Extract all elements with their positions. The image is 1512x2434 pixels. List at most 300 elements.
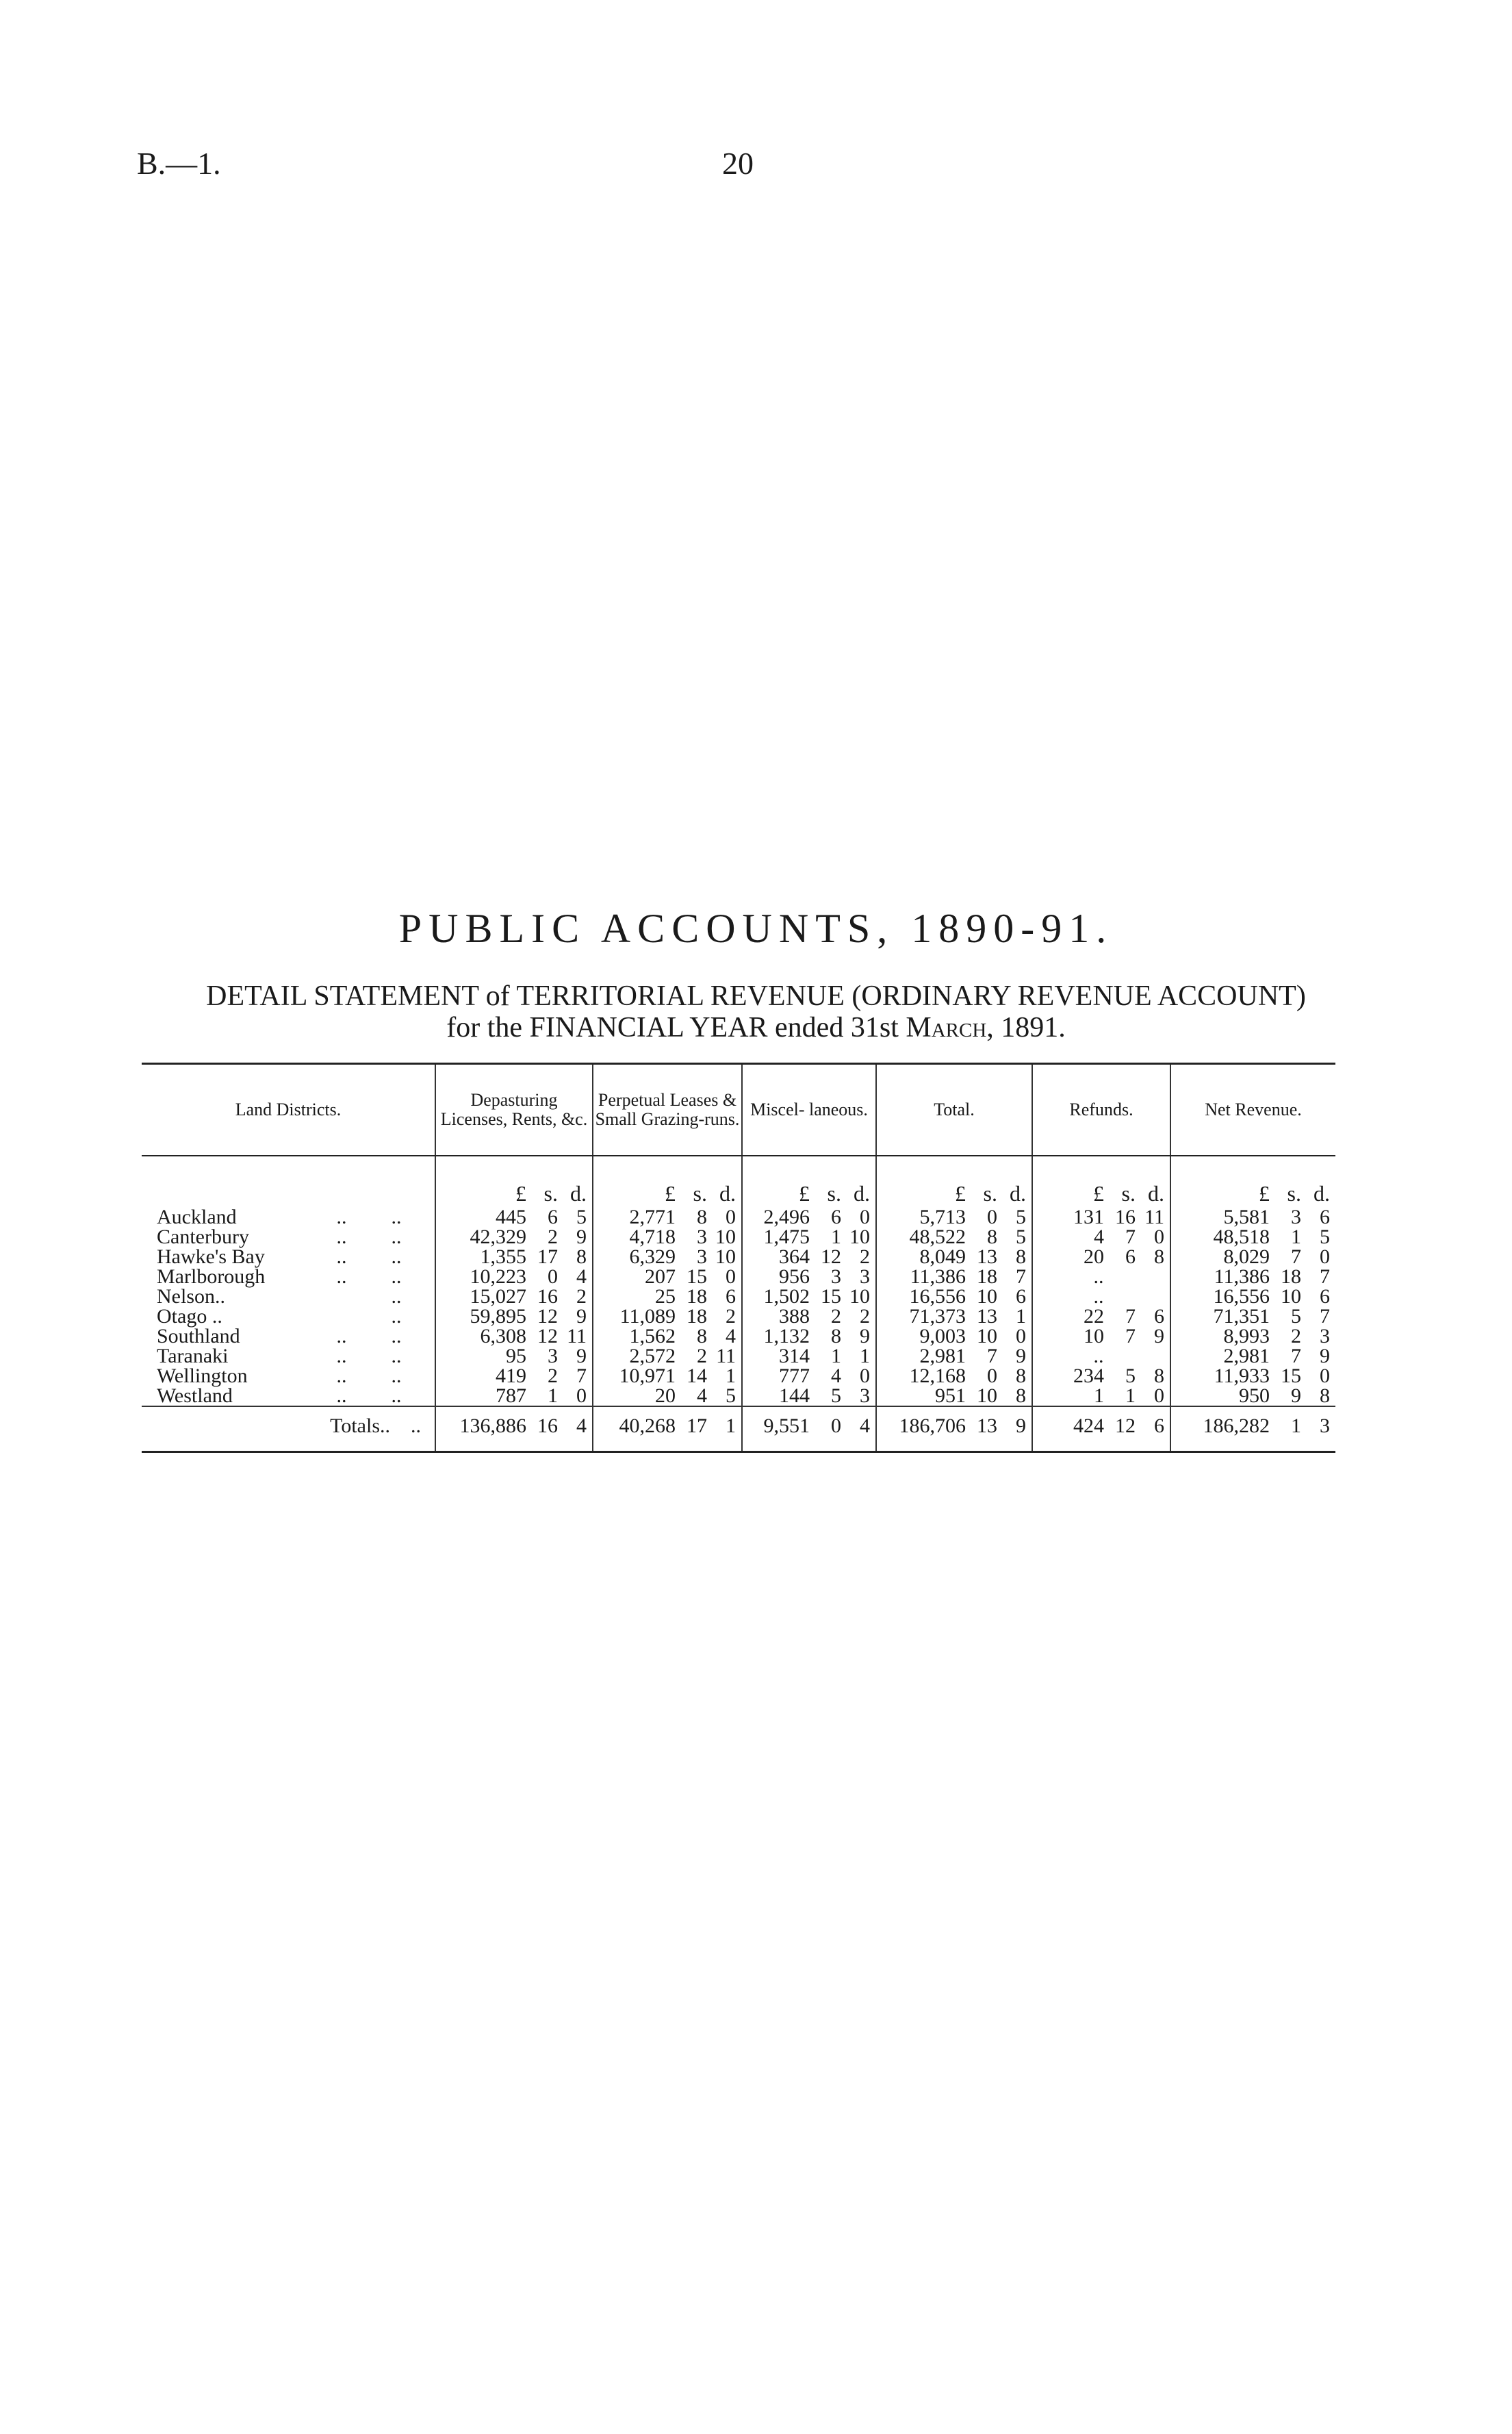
pence-value: 3 — [1320, 1325, 1330, 1347]
shillings-value: 10 — [977, 1285, 997, 1308]
pence-value: 6 — [1320, 1285, 1330, 1308]
pence-value: 8 — [1016, 1365, 1026, 1387]
pounds-value: 16,556 — [1213, 1285, 1270, 1308]
amount-per — [593, 1366, 741, 1386]
pad-cell — [1170, 1438, 1335, 1451]
amount-dep — [436, 1247, 592, 1267]
pounds-value: 424 — [1073, 1414, 1104, 1437]
cell-dep — [435, 1306, 593, 1326]
table-row — [142, 1267, 1335, 1286]
district-name: Otago .. — [157, 1305, 222, 1328]
pounds-value: 787 — [496, 1384, 526, 1407]
cell-net — [1170, 1207, 1335, 1227]
district-name-wrap — [142, 1386, 435, 1406]
pounds-value: 2,496 — [763, 1206, 810, 1228]
district-name-wrap — [142, 1247, 435, 1267]
pence-value: 11 — [1144, 1206, 1164, 1228]
pounds-value: 2,572 — [629, 1345, 676, 1367]
cell-per — [593, 1366, 742, 1386]
district-name: Canterbury — [157, 1226, 249, 1248]
pounds-value: 186,706 — [899, 1414, 966, 1437]
cell-mis — [742, 1406, 876, 1438]
subtitle-line-1: DETAIL STATEMENT of TERRITORIAL REVENUE (ORDINARY REVENUE ACCOUNT) — [206, 980, 1306, 1012]
cell-ref — [1032, 1386, 1170, 1406]
pence-value: 6 — [726, 1285, 736, 1308]
table-row — [142, 1286, 1335, 1306]
cell-per — [593, 1267, 742, 1286]
amount-mis — [743, 1386, 875, 1406]
pounds-value: 9,003 — [919, 1325, 966, 1347]
pence-value: 9 — [860, 1325, 870, 1347]
pence-value: 2 — [860, 1305, 870, 1328]
pence-sign: d. — [1314, 1180, 1330, 1206]
amount-dep — [436, 1286, 592, 1306]
shillings-value: 4 — [831, 1365, 841, 1387]
amount-per — [593, 1416, 741, 1436]
pounds-value: 1,132 — [763, 1325, 810, 1347]
leader-dots: .. — [336, 1365, 347, 1387]
pence-value: 5 — [1320, 1226, 1330, 1248]
shillings-value: 1 — [1291, 1226, 1301, 1248]
shillings-value: 10 — [977, 1384, 997, 1407]
pence-value: 8 — [1320, 1384, 1330, 1407]
cell-tot — [876, 1267, 1032, 1286]
subtitle-line-2-prefix: for the FINANCIAL YEAR ended 31st — [446, 1012, 906, 1043]
amount-net — [1171, 1227, 1335, 1247]
shillings-value: 9 — [1291, 1384, 1301, 1407]
shillings-value: 4 — [697, 1384, 707, 1407]
leader-dots: .. — [391, 1285, 402, 1308]
subtitle-line-2-suffix: 1891. — [993, 1012, 1066, 1043]
pounds-value: 4 — [1094, 1226, 1104, 1248]
pounds-value: 419 — [496, 1365, 526, 1387]
cell-dep — [435, 1346, 593, 1366]
cell-tot — [876, 1406, 1032, 1438]
amount-dep — [436, 1346, 592, 1366]
cell-net — [1170, 1227, 1335, 1247]
table-row — [142, 1326, 1335, 1346]
amount-ref — [1033, 1306, 1170, 1326]
shillings-value: 18 — [1281, 1265, 1301, 1288]
pound-sign: £ — [1259, 1180, 1270, 1206]
pence-value: 2 — [726, 1305, 736, 1328]
header-total: Total. — [876, 1065, 1032, 1156]
table-body — [142, 1156, 1335, 1451]
shillings-value: 3 — [697, 1226, 707, 1248]
shillings-value: 1 — [1125, 1384, 1136, 1407]
amount-dep — [436, 1306, 592, 1326]
cell-net — [1170, 1267, 1335, 1286]
cell-dep — [435, 1227, 593, 1247]
pounds-value: 8,049 — [919, 1245, 966, 1268]
cell-per — [593, 1346, 742, 1366]
cell-net — [1170, 1366, 1335, 1386]
cell-per — [593, 1247, 742, 1267]
pence-value: 9 — [576, 1226, 587, 1248]
shillings-value: 1 — [548, 1384, 558, 1407]
pence-value: 1 — [1016, 1305, 1026, 1328]
shillings-value: 7 — [1125, 1325, 1136, 1347]
amount-per — [593, 1267, 741, 1286]
pad-cell — [435, 1438, 593, 1451]
pence-value: 10 — [715, 1226, 736, 1248]
amount-mis — [743, 1286, 875, 1306]
amount-mis — [743, 1267, 875, 1286]
shillings-value: 16 — [537, 1285, 558, 1308]
pounds-value: 4,718 — [629, 1226, 676, 1248]
shillings-value: 8 — [831, 1325, 841, 1347]
pence-value: 9 — [576, 1305, 587, 1328]
amount-ref — [1033, 1286, 1170, 1306]
shillings-value: 2 — [831, 1305, 841, 1328]
table-row — [142, 1386, 1335, 1406]
table-row — [142, 1247, 1335, 1267]
leader-dots: .. — [336, 1325, 347, 1347]
pounds-value: 10 — [1084, 1325, 1104, 1347]
amount-per — [593, 1286, 741, 1306]
table-row — [142, 1366, 1335, 1386]
shillings-value: 3 — [1291, 1206, 1301, 1228]
pounds-value: 11,089 — [619, 1305, 676, 1328]
pence-value: 10 — [849, 1226, 870, 1248]
district-name: Westland — [157, 1384, 233, 1407]
amount-mis — [743, 1227, 875, 1247]
amount-ref — [1033, 1267, 1170, 1286]
amount-per — [593, 1346, 741, 1366]
amount-tot — [877, 1227, 1032, 1247]
shillings-sign: s. — [693, 1180, 707, 1206]
shillings-value: 2 — [1291, 1325, 1301, 1347]
pence-value: 4 — [726, 1325, 736, 1347]
amount-tot — [877, 1286, 1032, 1306]
shillings-value: 6 — [831, 1206, 841, 1228]
shillings-value: 15 — [1281, 1365, 1301, 1387]
pounds-value: 2,981 — [1223, 1345, 1270, 1367]
leader-dots: .. — [391, 1384, 402, 1407]
cell-dep — [435, 1366, 593, 1386]
shillings-value: 7 — [1291, 1245, 1301, 1268]
cell-dep — [435, 1267, 593, 1286]
cell-tot — [876, 1306, 1032, 1326]
pounds-value: 314 — [779, 1345, 810, 1367]
pounds-value: 20 — [655, 1384, 676, 1407]
pounds-value: 95 — [506, 1345, 526, 1367]
pence-value: 9 — [1320, 1345, 1330, 1367]
units-ref-wrap — [1033, 1180, 1170, 1206]
pence-value: 0 — [1016, 1325, 1026, 1347]
shillings-value: 8 — [697, 1206, 707, 1228]
pence-value: 7 — [1320, 1305, 1330, 1328]
shillings-value: 3 — [697, 1245, 707, 1268]
pad-cell — [742, 1438, 876, 1451]
cell-per — [593, 1286, 742, 1306]
amount-mis — [743, 1247, 875, 1267]
district-cell — [142, 1306, 435, 1326]
pence-value: 0 — [1320, 1245, 1330, 1268]
amount-ref — [1033, 1346, 1170, 1366]
pounds-value: 22 — [1084, 1305, 1104, 1328]
shillings-value: 5 — [831, 1384, 841, 1407]
totals-label-wrap — [142, 1416, 435, 1436]
district-name-wrap — [142, 1267, 435, 1286]
leader-dots: .. — [336, 1245, 347, 1268]
cell-tot — [876, 1326, 1032, 1346]
shillings-value: 16 — [537, 1414, 558, 1437]
cell-dep — [435, 1247, 593, 1267]
header-miscellaneous: Miscel- laneous. — [742, 1065, 876, 1156]
units-net-wrap — [1171, 1180, 1335, 1206]
district-name-wrap — [142, 1306, 435, 1326]
totals-label-cell — [142, 1406, 435, 1438]
pence-value: 7 — [576, 1365, 587, 1387]
units-net — [1170, 1180, 1335, 1207]
cell-tot — [876, 1207, 1032, 1227]
pence-value: 10 — [849, 1285, 870, 1308]
district-name-wrap — [142, 1326, 435, 1346]
amount-dep — [436, 1386, 592, 1406]
cell-mis — [742, 1306, 876, 1326]
pounds-value: 1,502 — [763, 1285, 810, 1308]
leader-dots — [314, 1286, 369, 1306]
cell-tot — [876, 1366, 1032, 1386]
pence-value: 8 — [1154, 1245, 1164, 1268]
district-name-wrap — [142, 1346, 435, 1366]
district-cell — [142, 1346, 435, 1366]
cell-tot — [876, 1247, 1032, 1267]
shillings-value: 15 — [687, 1265, 707, 1288]
pounds-value: 445 — [496, 1206, 526, 1228]
cell-dep — [435, 1326, 593, 1346]
district-cell — [142, 1227, 435, 1247]
amount-per — [593, 1326, 741, 1346]
pounds-value: 388 — [779, 1305, 810, 1328]
pounds-value: 48,518 — [1213, 1226, 1270, 1248]
pence-value: 6 — [1320, 1206, 1330, 1228]
pounds-value: 2,771 — [629, 1206, 676, 1228]
pounds-value: 1,475 — [763, 1226, 810, 1248]
amount-net — [1171, 1386, 1335, 1406]
pound-sign: £ — [665, 1180, 676, 1206]
pence-value: 3 — [860, 1384, 870, 1407]
shillings-value: 12 — [821, 1245, 841, 1268]
units-per — [593, 1180, 742, 1207]
nil-dots: .. — [1093, 1265, 1104, 1288]
district-name-wrap — [142, 1207, 435, 1227]
pounds-value: 131 — [1073, 1206, 1104, 1228]
amount-tot — [877, 1416, 1032, 1436]
pounds-value: 48,522 — [909, 1226, 966, 1248]
pence-value: 11 — [716, 1345, 736, 1367]
cell-dep — [435, 1207, 593, 1227]
pence-value: 5 — [576, 1206, 587, 1228]
district-name-wrap — [142, 1366, 435, 1386]
shillings-value: 16 — [1115, 1206, 1136, 1228]
cell-ref — [1032, 1247, 1170, 1267]
pence-value: 6 — [1154, 1305, 1164, 1328]
shillings-value: 12 — [1115, 1414, 1136, 1437]
pence-value: 8 — [576, 1245, 587, 1268]
leader-dots: .. — [391, 1245, 402, 1268]
shillings-value: 5 — [1125, 1365, 1136, 1387]
header-perpetual: Perpetual Leases & Small Grazing-runs. — [593, 1065, 742, 1156]
pence-value: 1 — [726, 1414, 736, 1437]
amount-ref — [1033, 1207, 1170, 1227]
cell-tot — [876, 1346, 1032, 1366]
leader-dots: .. — [336, 1226, 347, 1248]
leader-dots: .. — [391, 1365, 402, 1387]
shillings-value: 2 — [548, 1226, 558, 1248]
pence-value: 5 — [1016, 1226, 1026, 1248]
pounds-value: 951 — [935, 1384, 966, 1407]
shillings-sign: s. — [983, 1180, 997, 1206]
pounds-value: 364 — [779, 1245, 810, 1268]
units-tot — [876, 1180, 1032, 1207]
pence-value: 0 — [726, 1265, 736, 1288]
revenue-table — [142, 1065, 1335, 1451]
district-name: Nelson.. — [157, 1285, 225, 1308]
pence-value: 4 — [576, 1414, 587, 1437]
pounds-value: 42,329 — [470, 1226, 526, 1248]
pence-sign: d. — [1148, 1180, 1164, 1206]
pound-sign: £ — [955, 1180, 966, 1206]
units-per-wrap — [593, 1180, 741, 1206]
pad-cell — [593, 1438, 742, 1451]
shillings-value: 18 — [687, 1305, 707, 1328]
district-name-wrap — [142, 1227, 435, 1247]
pence-value: 10 — [715, 1245, 736, 1268]
amount-ref — [1033, 1416, 1170, 1436]
cell-ref — [1032, 1406, 1170, 1438]
amount-ref — [1033, 1227, 1170, 1247]
pence-value: 4 — [860, 1414, 870, 1437]
amount-tot — [877, 1306, 1032, 1326]
pence-value: 0 — [1320, 1365, 1330, 1387]
pence-value: 9 — [1154, 1325, 1164, 1347]
units-mis-wrap — [743, 1180, 875, 1206]
amount-per — [593, 1227, 741, 1247]
page-number: 20 — [722, 146, 754, 181]
district-name: Marlborough — [157, 1265, 266, 1288]
leader-dots: .. — [391, 1206, 402, 1228]
pounds-value: 25 — [655, 1285, 676, 1308]
shillings-value: 6 — [1125, 1245, 1136, 1268]
amount-net — [1171, 1267, 1335, 1286]
cell-net — [1170, 1306, 1335, 1326]
district-name: Wellington — [157, 1365, 248, 1387]
pounds-value: 40,268 — [619, 1414, 676, 1437]
table-row — [142, 1207, 1335, 1227]
shillings-value: 1 — [1291, 1414, 1301, 1437]
district-cell — [142, 1247, 435, 1267]
shillings-value: 15 — [821, 1285, 841, 1308]
cell-mis — [742, 1346, 876, 1366]
shillings-value: 1 — [831, 1226, 841, 1248]
amount-net — [1171, 1326, 1335, 1346]
pounds-value: 71,373 — [909, 1305, 966, 1328]
pence-value: 9 — [1016, 1345, 1026, 1367]
header-depasturing: Depasturing Licenses, Rents, &c. — [435, 1065, 593, 1156]
pence-value: 5 — [726, 1384, 736, 1407]
table-row — [142, 1227, 1335, 1247]
cell-ref — [1032, 1346, 1170, 1366]
table-bottom-padding — [142, 1438, 1335, 1451]
cell-mis — [742, 1267, 876, 1286]
subtitle-month: March, — [906, 1012, 994, 1043]
header-land-districts: Land Districts. — [142, 1065, 435, 1156]
pounds-value: 20 — [1084, 1245, 1104, 1268]
leader-dots — [314, 1306, 369, 1326]
amount-dep — [436, 1326, 592, 1346]
shillings-value: 3 — [831, 1265, 841, 1288]
pence-value: 8 — [1154, 1365, 1164, 1387]
leader-dots: .. — [336, 1345, 347, 1367]
district-cell — [142, 1366, 435, 1386]
shillings-value: 7 — [1125, 1226, 1136, 1248]
amount-net — [1171, 1366, 1335, 1386]
shillings-value: 10 — [1281, 1285, 1301, 1308]
pence-value: 7 — [1016, 1265, 1026, 1288]
shillings-value: 12 — [537, 1325, 558, 1347]
leader-dots: .. — [336, 1265, 347, 1288]
cell-mis — [742, 1366, 876, 1386]
amount-mis — [743, 1416, 875, 1436]
leader-dots: .. — [391, 1325, 402, 1347]
cell-ref — [1032, 1326, 1170, 1346]
amount-mis — [743, 1306, 875, 1326]
pence-value: 0 — [1154, 1226, 1164, 1248]
shillings-value: 17 — [537, 1245, 558, 1268]
table-header-row — [142, 1065, 1335, 1156]
district-cell — [142, 1326, 435, 1346]
shillings-value: 3 — [548, 1345, 558, 1367]
pence-value: 1 — [860, 1345, 870, 1367]
pounds-value: 15,027 — [470, 1285, 526, 1308]
amount-tot — [877, 1366, 1032, 1386]
cell-mis — [742, 1386, 876, 1406]
amount-tot — [877, 1346, 1032, 1366]
leader-dots: .. — [411, 1414, 421, 1437]
amount-tot — [877, 1267, 1032, 1286]
pounds-value: 234 — [1073, 1365, 1104, 1387]
cell-per — [593, 1326, 742, 1346]
pound-sign: £ — [1093, 1180, 1104, 1206]
pounds-value: 11,386 — [910, 1265, 966, 1288]
cell-mis — [742, 1247, 876, 1267]
district-cell — [142, 1286, 435, 1306]
amount-ref — [1033, 1386, 1170, 1406]
cell-ref — [1032, 1306, 1170, 1326]
shillings-sign: s. — [1121, 1180, 1136, 1206]
pence-value: 0 — [860, 1206, 870, 1228]
pounds-value: 950 — [1239, 1384, 1270, 1407]
cell-net — [1170, 1247, 1335, 1267]
cell-dep — [435, 1286, 593, 1306]
cell-per — [593, 1386, 742, 1406]
amount-net — [1171, 1207, 1335, 1227]
district-name: Auckland — [157, 1206, 237, 1228]
leader-dots: .. — [391, 1226, 402, 1248]
shillings-sign: s. — [543, 1180, 558, 1206]
cell-ref — [1032, 1286, 1170, 1306]
pence-value: 6 — [1154, 1414, 1164, 1437]
totals-label: Totals.. — [330, 1414, 390, 1437]
shillings-value: 8 — [987, 1226, 997, 1248]
pounds-value: 16,556 — [909, 1285, 966, 1308]
leader-dots: .. — [336, 1206, 347, 1228]
pence-value: 7 — [1320, 1265, 1330, 1288]
cell-net — [1170, 1346, 1335, 1366]
pounds-value: 6,308 — [480, 1325, 526, 1347]
